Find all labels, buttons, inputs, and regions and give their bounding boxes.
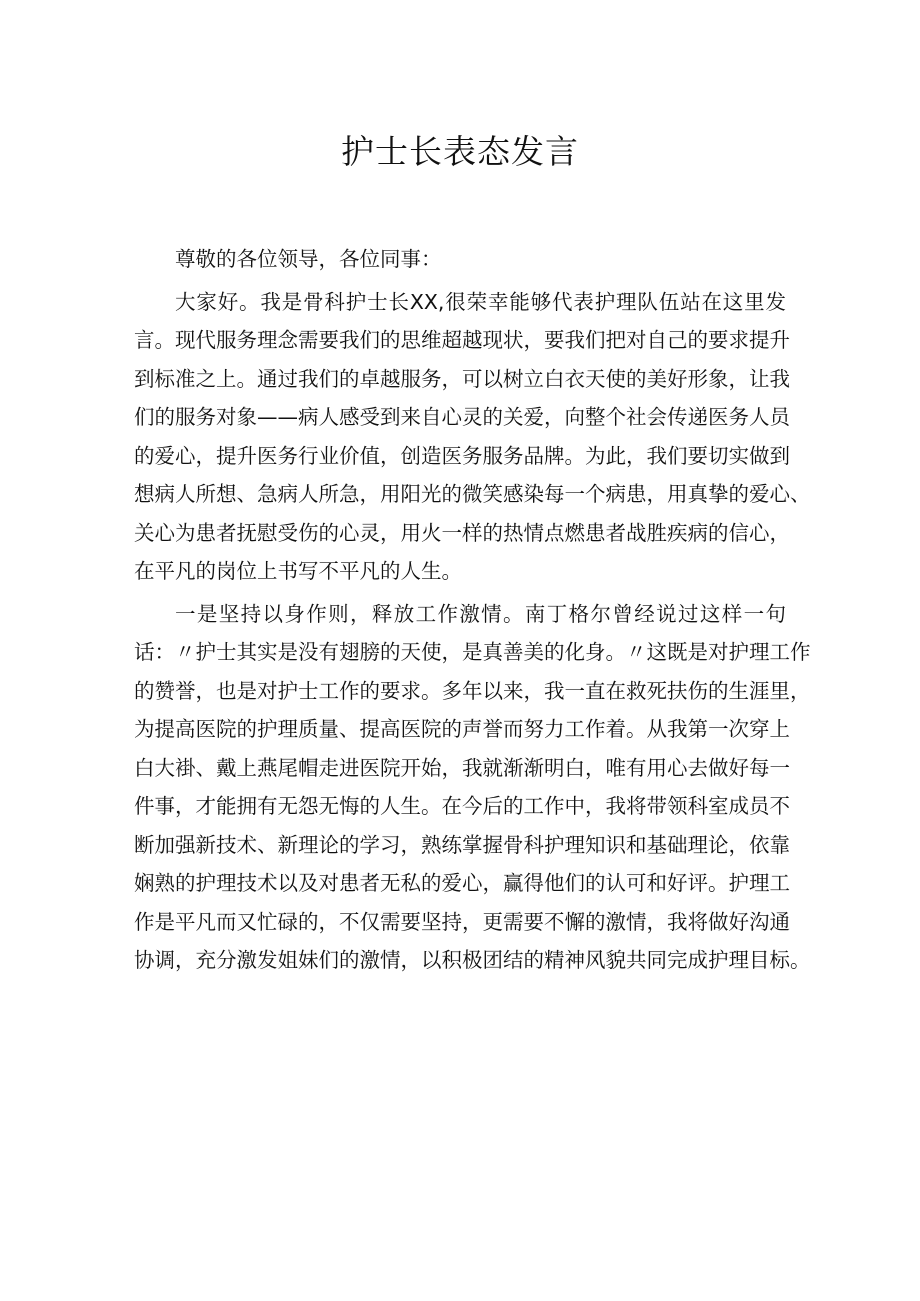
document-title: 护士长表态发言 <box>341 132 579 171</box>
paragraph-line: 断加强新技术、新理论的学习，熟练掌握骨科护理知识和基础理论，依靠 <box>134 832 790 857</box>
paragraph-line: 一是坚持以身作则，释放工作激情。南丁格尔曾经说过这样一句 <box>175 601 786 626</box>
salutation: 尊敬的各位领导，各位同事： <box>175 247 442 271</box>
paragraph-line: 大家好。我是骨科护士长XX,很荣幸能够代表护理队伍站在这里发 <box>175 289 786 314</box>
paragraph-line: 想病人所想、急病人所急，用阳光的微笑感染每一个病患，用真挚的爱心、 <box>134 482 811 506</box>
paragraph-line: 协调，充分激发姐妹们的激情，以积极团结的精神风貌共同完成护理目标。 <box>134 948 811 972</box>
paragraph-line: 话：〃护士其实是没有翅膀的天使，是真善美的化身。〃这既是对护理工作 <box>134 640 811 664</box>
paragraph-line: 关心为患者抚慰受伤的心灵，用火一样的热情点燃患者战胜疾病的信心， <box>134 520 790 545</box>
paragraph-2 <box>134 595 811 980</box>
paragraph-line: 们的服务对象——病人感受到来自心灵的关爱，向整个社会传递医务人员 <box>134 405 790 429</box>
paragraph-line: 的赞誉，也是对护士工作的要求。多年以来，我一直在救死扶伤的生涯里， <box>134 678 811 703</box>
paragraph-line: 白大褂、戴上燕尾帽走进医院开始，我就渐渐明白，唯有用心去做好每一 <box>134 755 790 780</box>
paragraph-line: 娴熟的护理技术以及对患者无私的爱心，赢得他们的认可和好评。护理工 <box>134 871 790 895</box>
paragraph-line: 件事，才能拥有无怨无悔的人生。在今后的工作中，我将带领科室成员不 <box>134 794 790 818</box>
paragraph-line: 言。现代服务理念需要我们的思维超越现状，要我们把对自己的要求提升 <box>134 328 790 352</box>
paragraph-1 <box>134 283 811 591</box>
paragraph-line: 作是平凡而又忙碌的，不仅需要坚持，更需要不懈的激情，我将做好沟通 <box>134 909 790 934</box>
paragraph-line: 到标准之上。通过我们的卓越服务，可以树立白衣天使的美好形象，让我 <box>134 366 790 391</box>
document-body <box>134 240 811 980</box>
paragraph-line: 在平凡的岗位上书写不平凡的人生。 <box>134 559 462 583</box>
paragraph-line: 为提高医院的护理质量、提高医院的声誉而努力工作着。从我第一次穿上 <box>134 717 790 741</box>
paragraph-line: 的爱心，提升医务行业价值，创造医务服务品牌。为此，我们要切实做到 <box>134 443 790 468</box>
